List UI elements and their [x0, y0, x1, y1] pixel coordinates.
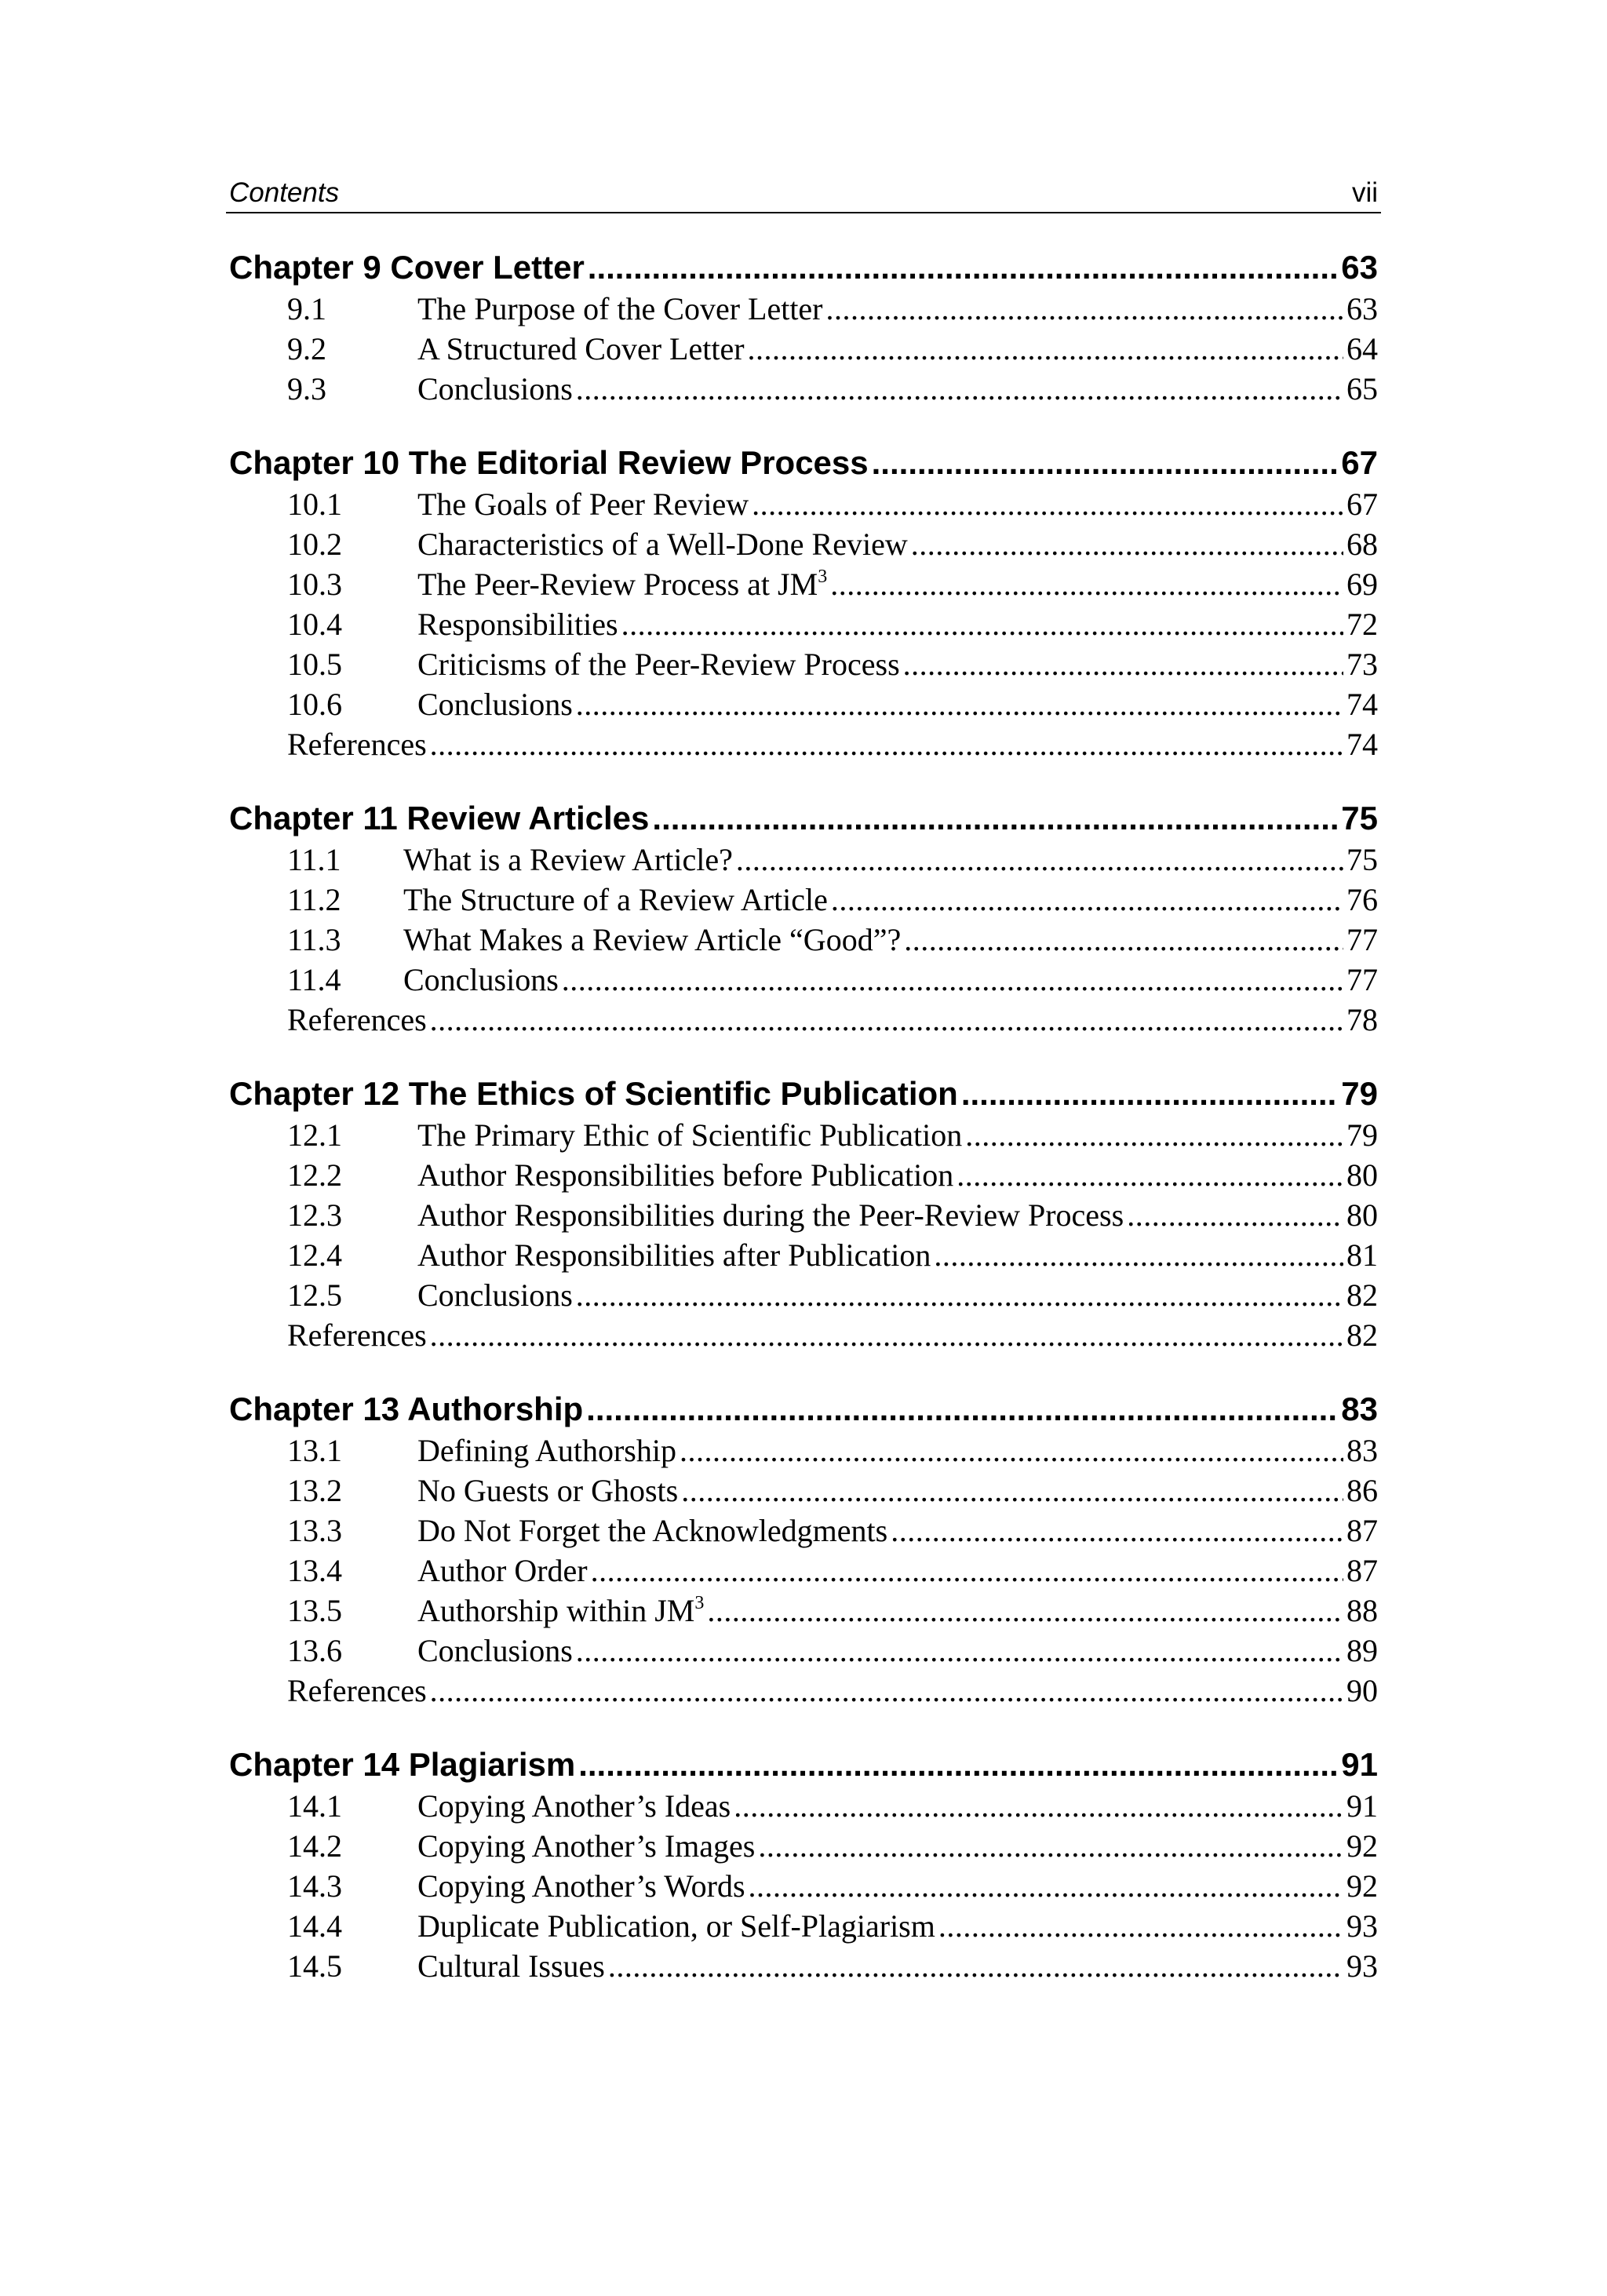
section-title	[417, 564, 827, 604]
section-title	[417, 604, 618, 644]
section-title	[417, 369, 573, 409]
toc-chapter-heading[interactable]	[226, 797, 1381, 840]
section-title	[287, 1671, 427, 1711]
section-title-text: What Makes a Review Article “Good”?	[403, 922, 902, 957]
toc-entry[interactable]	[226, 880, 1381, 920]
section-title-text: Conclusions	[417, 1277, 573, 1313]
section-title	[417, 1195, 1124, 1235]
section-page-number: 72	[1346, 607, 1378, 642]
section-page-number: 81	[1346, 1237, 1378, 1273]
dot-leader	[621, 604, 1343, 644]
section-title	[417, 1155, 953, 1195]
toc-chapter-heading[interactable]	[226, 1744, 1381, 1786]
section-page-number: 89	[1346, 1633, 1378, 1668]
section-title-text: References	[287, 1002, 427, 1037]
chapter-page-number: 91	[1341, 1746, 1378, 1783]
toc-entry[interactable]	[226, 329, 1381, 369]
toc-entry[interactable]	[226, 724, 1381, 764]
section-number: 10.1	[287, 487, 342, 522]
toc-chapter	[226, 442, 1381, 764]
section-title	[417, 524, 908, 564]
section-title	[417, 484, 749, 524]
dot-leader	[430, 1671, 1343, 1711]
toc-entry[interactable]	[226, 1235, 1381, 1275]
dot-leader	[934, 1235, 1343, 1275]
toc-entry[interactable]	[226, 1631, 1381, 1671]
toc-entry[interactable]	[226, 1155, 1381, 1195]
section-page-number: 83	[1346, 1433, 1378, 1468]
section-title-text: Copying Another’s Ideas	[417, 1788, 731, 1824]
dot-leader	[831, 880, 1343, 920]
section-number: 14.2	[287, 1828, 342, 1864]
section-title-text: What is a Review Article?	[403, 842, 733, 877]
section-title	[417, 1551, 588, 1591]
section-title-text: Criticisms of the Peer-Review Process	[417, 647, 900, 682]
toc-entry[interactable]	[226, 1115, 1381, 1155]
section-page-number: 63	[1346, 291, 1378, 326]
toc-entry[interactable]	[226, 484, 1381, 524]
section-title-text: The Structure of a Review Article	[403, 882, 828, 917]
toc-entry[interactable]	[226, 1551, 1381, 1591]
toc-chapter	[226, 1073, 1381, 1355]
toc-entry[interactable]	[226, 1275, 1381, 1315]
toc-entry[interactable]	[226, 960, 1381, 1000]
section-title-text: Cultural Issues	[417, 1948, 605, 1984]
section-page-number: 77	[1346, 922, 1378, 957]
section-page-number: 79	[1346, 1117, 1378, 1153]
toc-chapter-heading[interactable]	[226, 1073, 1381, 1115]
section-title-text: References	[287, 1317, 427, 1353]
toc-entry[interactable]	[226, 1826, 1381, 1866]
section-title	[417, 1275, 573, 1315]
toc-entry[interactable]	[226, 1866, 1381, 1906]
section-page-number: 82	[1346, 1317, 1378, 1353]
toc-entry[interactable]	[226, 564, 1381, 604]
section-page-number: 76	[1346, 882, 1378, 917]
dot-leader	[430, 1000, 1343, 1040]
section-title-text: No Guests or Ghosts	[417, 1473, 679, 1508]
dot-leader	[591, 1551, 1343, 1591]
section-number: 12.1	[287, 1117, 342, 1153]
dot-leader	[830, 564, 1343, 604]
dot-leader	[734, 1786, 1343, 1826]
table-of-contents	[226, 246, 1381, 1986]
section-title-text: Author Responsibilities before Publication	[417, 1157, 954, 1193]
section-number: 10.4	[287, 607, 342, 642]
section-number: 9.2	[287, 331, 326, 366]
section-title	[417, 1946, 605, 1986]
toc-chapter-heading[interactable]	[226, 246, 1381, 289]
section-title-text: Do Not Forget the Acknowledgments	[417, 1513, 888, 1548]
section-title-text: Copying Another’s Words	[417, 1868, 745, 1904]
section-title-text: The Purpose of the Cover Letter	[417, 291, 823, 326]
section-page-number: 91	[1346, 1788, 1378, 1824]
section-number: 13.6	[287, 1633, 342, 1668]
toc-entry[interactable]	[226, 369, 1381, 409]
toc-chapter-heading[interactable]	[226, 1388, 1381, 1430]
chapter-title: Chapter 11 Review Articles	[229, 800, 650, 836]
dot-leader	[652, 797, 1338, 840]
chapter-page-number: 67	[1341, 444, 1378, 481]
dot-leader	[680, 1430, 1343, 1471]
dot-leader	[938, 1906, 1343, 1946]
section-page-number: 88	[1346, 1593, 1378, 1628]
toc-entry[interactable]	[226, 840, 1381, 880]
chapter-title: Chapter 13 Authorship	[229, 1390, 584, 1427]
section-page-number: 90	[1346, 1673, 1378, 1708]
section-number: 12.5	[287, 1277, 342, 1313]
dot-leader	[576, 369, 1343, 409]
section-title	[417, 1906, 935, 1946]
contents-page	[226, 177, 1381, 2019]
section-title	[417, 289, 823, 329]
section-title-text: Author Responsibilities during the Peer-Review Process	[417, 1197, 1124, 1233]
section-title	[417, 1511, 887, 1551]
section-title-text: Author Order	[417, 1553, 588, 1588]
dot-leader	[904, 920, 1343, 960]
section-number: 11.2	[287, 882, 341, 917]
section-number: 14.5	[287, 1948, 342, 1984]
section-page-number: 80	[1346, 1197, 1378, 1233]
dot-leader	[562, 960, 1343, 1000]
dot-leader	[872, 442, 1339, 484]
section-page-number: 69	[1346, 567, 1378, 602]
section-title	[417, 1235, 931, 1275]
running-header-section: Contents	[229, 177, 340, 208]
section-number: 13.4	[287, 1553, 342, 1588]
toc-entry[interactable]	[226, 644, 1381, 684]
section-page-number: 92	[1346, 1828, 1378, 1864]
running-header-page-number: vii	[1351, 177, 1378, 208]
section-title	[403, 840, 733, 880]
section-title-text: Authorship within JM	[417, 1593, 695, 1628]
dot-leader	[576, 684, 1343, 724]
section-page-number: 77	[1346, 962, 1378, 997]
section-number: 11.1	[287, 842, 341, 877]
section-title-text: Conclusions	[417, 371, 573, 406]
dot-leader	[957, 1155, 1343, 1195]
dot-leader	[588, 246, 1338, 289]
section-title	[287, 1000, 427, 1040]
section-number: 9.1	[287, 291, 326, 326]
toc-entry[interactable]	[226, 1591, 1381, 1631]
section-number: 14.4	[287, 1908, 342, 1944]
section-title	[417, 329, 745, 369]
toc-entry[interactable]	[226, 1430, 1381, 1471]
dot-leader	[903, 644, 1343, 684]
dot-leader	[752, 484, 1343, 524]
section-title-text: The Primary Ethic of Scientific Publication	[417, 1117, 963, 1153]
dot-leader	[608, 1946, 1343, 1986]
section-number: 12.3	[287, 1197, 342, 1233]
section-title	[417, 1471, 678, 1511]
section-page-number: 68	[1346, 527, 1378, 562]
dot-leader	[578, 1744, 1338, 1786]
toc-entry[interactable]	[226, 1906, 1381, 1946]
section-page-number: 75	[1346, 842, 1378, 877]
toc-chapter	[226, 1744, 1381, 1986]
dot-leader	[826, 289, 1343, 329]
toc-entry[interactable]	[226, 524, 1381, 564]
toc-entry[interactable]	[226, 1471, 1381, 1511]
section-title	[417, 1866, 745, 1906]
section-title-text: A Structured Cover Letter	[417, 331, 745, 366]
chapter-title: Chapter 10 The Editorial Review Process	[229, 444, 869, 481]
toc-entry[interactable]	[226, 604, 1381, 644]
section-title	[417, 644, 900, 684]
section-title-text: References	[287, 1673, 427, 1708]
toc-entry[interactable]	[226, 1671, 1381, 1711]
section-number: 10.3	[287, 567, 342, 602]
section-number: 9.3	[287, 371, 326, 406]
section-page-number: 64	[1346, 331, 1378, 366]
section-title-text: Conclusions	[417, 1633, 573, 1668]
dot-leader	[758, 1826, 1343, 1866]
dot-leader	[586, 1388, 1338, 1430]
section-title	[417, 1430, 676, 1471]
section-title-text: Conclusions	[417, 687, 573, 722]
section-title-text: References	[287, 727, 427, 762]
section-number: 13.3	[287, 1513, 342, 1548]
toc-entry[interactable]	[226, 1511, 1381, 1551]
section-number: 13.5	[287, 1593, 342, 1628]
section-title	[287, 724, 427, 764]
section-title	[417, 1786, 731, 1826]
section-page-number: 74	[1346, 687, 1378, 722]
toc-chapter-heading[interactable]	[226, 442, 1381, 484]
superscript: 3	[818, 567, 828, 587]
section-title	[417, 1826, 755, 1866]
toc-entry[interactable]	[226, 1786, 1381, 1826]
dot-leader	[736, 840, 1343, 880]
section-number: 11.3	[287, 922, 341, 957]
running-header	[226, 177, 1381, 213]
section-title-text: Defining Authorship	[417, 1433, 676, 1468]
section-number: 12.2	[287, 1157, 342, 1193]
section-title	[417, 1115, 962, 1155]
chapter-title: Chapter 14 Plagiarism	[229, 1746, 576, 1783]
section-page-number: 67	[1346, 487, 1378, 522]
section-number: 10.6	[287, 687, 342, 722]
dot-leader	[1127, 1195, 1343, 1235]
chapter-page-number: 79	[1341, 1075, 1378, 1112]
section-title-text: Duplicate Publication, or Self-Plagiarism	[417, 1908, 935, 1944]
section-number: 12.4	[287, 1237, 342, 1273]
chapter-title: Chapter 12 The Ethics of Scientific Publication	[229, 1075, 958, 1112]
toc-chapter	[226, 797, 1381, 1040]
section-number: 13.2	[287, 1473, 342, 1508]
section-title-text: Conclusions	[403, 962, 559, 997]
dot-leader	[430, 1315, 1343, 1355]
toc-chapter	[226, 246, 1381, 409]
dot-leader	[749, 1866, 1343, 1906]
dot-leader	[911, 524, 1343, 564]
section-title-text: Characteristics of a Well-Done Review	[417, 527, 908, 562]
section-title	[287, 1315, 427, 1355]
superscript: 3	[694, 1593, 705, 1613]
chapter-page-number: 63	[1341, 249, 1378, 286]
section-title-text: Author Responsibilities after Publication	[417, 1237, 931, 1273]
dot-leader	[430, 724, 1343, 764]
section-title	[403, 920, 901, 960]
section-page-number: 74	[1346, 727, 1378, 762]
section-number: 14.1	[287, 1788, 342, 1824]
toc-entry[interactable]	[226, 684, 1381, 724]
section-page-number: 86	[1346, 1473, 1378, 1508]
section-page-number: 87	[1346, 1553, 1378, 1588]
section-page-number: 93	[1346, 1948, 1378, 1984]
section-page-number: 92	[1346, 1868, 1378, 1904]
section-page-number: 87	[1346, 1513, 1378, 1548]
toc-entry[interactable]	[226, 1000, 1381, 1040]
section-title-text: Copying Another’s Images	[417, 1828, 756, 1864]
section-number: 10.2	[287, 527, 342, 562]
section-page-number: 93	[1346, 1908, 1378, 1944]
section-title-text: The Peer-Review Process at JM	[417, 567, 818, 602]
section-title	[417, 1631, 573, 1671]
section-page-number: 73	[1346, 647, 1378, 682]
chapter-page-number: 83	[1341, 1390, 1378, 1427]
section-title	[417, 1591, 704, 1631]
chapter-page-number: 75	[1341, 800, 1378, 836]
dot-leader	[576, 1275, 1343, 1315]
toc-entry[interactable]	[226, 289, 1381, 329]
section-page-number: 82	[1346, 1277, 1378, 1313]
section-title-text: The Goals of Peer Review	[417, 487, 749, 522]
dot-leader	[891, 1511, 1343, 1551]
section-page-number: 80	[1346, 1157, 1378, 1193]
dot-leader	[961, 1073, 1338, 1115]
toc-entry[interactable]	[226, 1195, 1381, 1235]
section-title	[403, 880, 828, 920]
section-number: 14.3	[287, 1868, 342, 1904]
section-number: 10.5	[287, 647, 342, 682]
dot-leader	[965, 1115, 1343, 1155]
dot-leader	[576, 1631, 1343, 1671]
section-page-number: 65	[1346, 371, 1378, 406]
section-title	[403, 960, 559, 1000]
section-number: 13.1	[287, 1433, 342, 1468]
section-title-text: Responsibilities	[417, 607, 618, 642]
toc-chapter	[226, 1388, 1381, 1711]
toc-entry[interactable]	[226, 1315, 1381, 1355]
chapter-title: Chapter 9 Cover Letter	[229, 249, 585, 286]
dot-leader	[748, 329, 1343, 369]
section-title	[417, 684, 573, 724]
dot-leader	[707, 1591, 1343, 1631]
toc-entry[interactable]	[226, 1946, 1381, 1986]
toc-entry[interactable]	[226, 920, 1381, 960]
section-page-number: 78	[1346, 1002, 1378, 1037]
section-number: 11.4	[287, 962, 341, 997]
dot-leader	[681, 1471, 1343, 1511]
